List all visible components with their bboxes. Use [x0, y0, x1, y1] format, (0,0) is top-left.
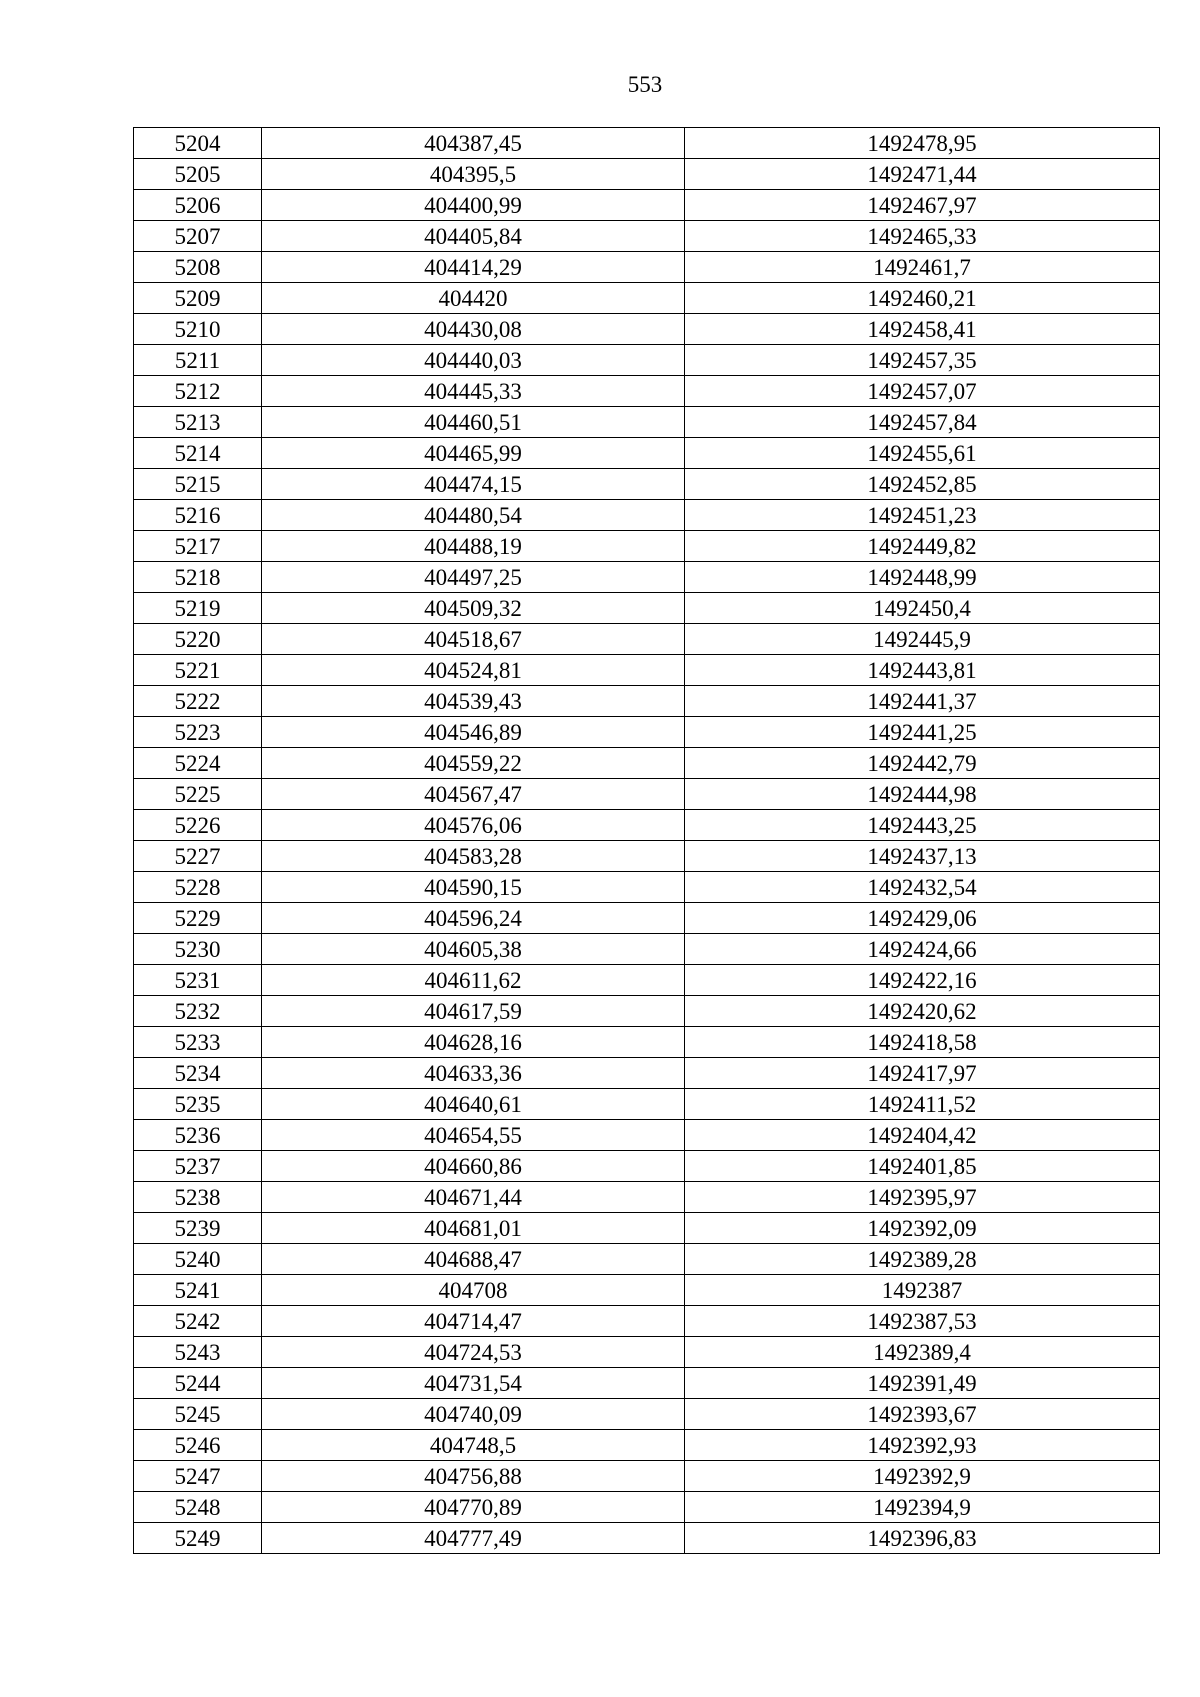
y-coordinate-cell: 1492457,07	[685, 376, 1160, 407]
table-row	[134, 872, 1160, 903]
y-coordinate-cell: 1492396,83	[685, 1523, 1160, 1554]
y-coordinate-cell: 1492393,67	[685, 1399, 1160, 1430]
table-row	[134, 748, 1160, 779]
y-coordinate-cell: 1492429,06	[685, 903, 1160, 934]
x-coordinate-cell: 404445,33	[262, 376, 685, 407]
point-number-cell: 5217	[134, 531, 262, 562]
table-row	[134, 1058, 1160, 1089]
y-coordinate-cell: 1492467,97	[685, 190, 1160, 221]
table-row	[134, 1337, 1160, 1368]
x-coordinate-cell: 404460,51	[262, 407, 685, 438]
y-coordinate-cell: 1492392,93	[685, 1430, 1160, 1461]
point-number-cell: 5209	[134, 283, 262, 314]
table-row	[134, 1368, 1160, 1399]
point-number-cell: 5211	[134, 345, 262, 376]
point-number-cell: 5206	[134, 190, 262, 221]
point-number-cell: 5240	[134, 1244, 262, 1275]
point-number-cell: 5223	[134, 717, 262, 748]
table-row	[134, 1151, 1160, 1182]
point-number-cell: 5229	[134, 903, 262, 934]
table-row	[134, 655, 1160, 686]
point-number-cell: 5216	[134, 500, 262, 531]
x-coordinate-cell: 404756,88	[262, 1461, 685, 1492]
y-coordinate-cell: 1492441,25	[685, 717, 1160, 748]
y-coordinate-cell: 1492418,58	[685, 1027, 1160, 1058]
y-coordinate-cell: 1492389,28	[685, 1244, 1160, 1275]
table-row	[134, 1120, 1160, 1151]
table-row	[134, 965, 1160, 996]
y-coordinate-cell: 1492458,41	[685, 314, 1160, 345]
x-coordinate-cell: 404524,81	[262, 655, 685, 686]
table-row	[134, 500, 1160, 531]
table-row	[134, 779, 1160, 810]
y-coordinate-cell: 1492443,25	[685, 810, 1160, 841]
x-coordinate-cell: 404420	[262, 283, 685, 314]
y-coordinate-cell: 1492449,82	[685, 531, 1160, 562]
x-coordinate-cell: 404617,59	[262, 996, 685, 1027]
x-coordinate-cell: 404596,24	[262, 903, 685, 934]
y-coordinate-cell: 1492391,49	[685, 1368, 1160, 1399]
table-row	[134, 376, 1160, 407]
table-row	[134, 190, 1160, 221]
x-coordinate-cell: 404708	[262, 1275, 685, 1306]
y-coordinate-cell: 1492455,61	[685, 438, 1160, 469]
point-number-cell: 5207	[134, 221, 262, 252]
point-number-cell: 5220	[134, 624, 262, 655]
y-coordinate-cell: 1492392,09	[685, 1213, 1160, 1244]
point-number-cell: 5234	[134, 1058, 262, 1089]
table-row	[134, 1089, 1160, 1120]
table-row	[134, 1492, 1160, 1523]
table-row	[134, 1523, 1160, 1554]
point-number-cell: 5218	[134, 562, 262, 593]
x-coordinate-cell: 404395,5	[262, 159, 685, 190]
x-coordinate-cell: 404465,99	[262, 438, 685, 469]
point-number-cell: 5219	[134, 593, 262, 624]
table-row	[134, 252, 1160, 283]
x-coordinate-cell: 404567,47	[262, 779, 685, 810]
y-coordinate-cell: 1492461,7	[685, 252, 1160, 283]
table-row	[134, 934, 1160, 965]
x-coordinate-cell: 404724,53	[262, 1337, 685, 1368]
x-coordinate-cell: 404640,61	[262, 1089, 685, 1120]
point-number-cell: 5230	[134, 934, 262, 965]
y-coordinate-cell: 1492401,85	[685, 1151, 1160, 1182]
table-row	[134, 128, 1160, 159]
table-row	[134, 1399, 1160, 1430]
y-coordinate-cell: 1492432,54	[685, 872, 1160, 903]
y-coordinate-cell: 1492420,62	[685, 996, 1160, 1027]
point-number-cell: 5239	[134, 1213, 262, 1244]
x-coordinate-cell: 404671,44	[262, 1182, 685, 1213]
point-number-cell: 5244	[134, 1368, 262, 1399]
coordinates-table-body	[134, 128, 1160, 1554]
table-row	[134, 1306, 1160, 1337]
y-coordinate-cell: 1492451,23	[685, 500, 1160, 531]
point-number-cell: 5242	[134, 1306, 262, 1337]
table-row	[134, 314, 1160, 345]
table-row	[134, 810, 1160, 841]
table-row	[134, 996, 1160, 1027]
y-coordinate-cell: 1492422,16	[685, 965, 1160, 996]
point-number-cell: 5208	[134, 252, 262, 283]
point-number-cell: 5247	[134, 1461, 262, 1492]
table-row	[134, 345, 1160, 376]
x-coordinate-cell: 404740,09	[262, 1399, 685, 1430]
table-row	[134, 1430, 1160, 1461]
point-number-cell: 5212	[134, 376, 262, 407]
table-row	[134, 1027, 1160, 1058]
point-number-cell: 5228	[134, 872, 262, 903]
point-number-cell: 5237	[134, 1151, 262, 1182]
table-row	[134, 1244, 1160, 1275]
point-number-cell: 5231	[134, 965, 262, 996]
x-coordinate-cell: 404605,38	[262, 934, 685, 965]
y-coordinate-cell: 1492450,4	[685, 593, 1160, 624]
x-coordinate-cell: 404714,47	[262, 1306, 685, 1337]
table-row	[134, 624, 1160, 655]
x-coordinate-cell: 404576,06	[262, 810, 685, 841]
y-coordinate-cell: 1492424,66	[685, 934, 1160, 965]
x-coordinate-cell: 404770,89	[262, 1492, 685, 1523]
y-coordinate-cell: 1492460,21	[685, 283, 1160, 314]
y-coordinate-cell: 1492395,97	[685, 1182, 1160, 1213]
y-coordinate-cell: 1492411,52	[685, 1089, 1160, 1120]
y-coordinate-cell: 1492389,4	[685, 1337, 1160, 1368]
x-coordinate-cell: 404518,67	[262, 624, 685, 655]
x-coordinate-cell: 404654,55	[262, 1120, 685, 1151]
point-number-cell: 5213	[134, 407, 262, 438]
point-number-cell: 5245	[134, 1399, 262, 1430]
table-row	[134, 593, 1160, 624]
y-coordinate-cell: 1492457,35	[685, 345, 1160, 376]
y-coordinate-cell: 1492404,42	[685, 1120, 1160, 1151]
y-coordinate-cell: 1492441,37	[685, 686, 1160, 717]
y-coordinate-cell: 1492457,84	[685, 407, 1160, 438]
x-coordinate-cell: 404590,15	[262, 872, 685, 903]
x-coordinate-cell: 404559,22	[262, 748, 685, 779]
table-row	[134, 903, 1160, 934]
point-number-cell: 5238	[134, 1182, 262, 1213]
table-row	[134, 1182, 1160, 1213]
x-coordinate-cell: 404546,89	[262, 717, 685, 748]
point-number-cell: 5236	[134, 1120, 262, 1151]
x-coordinate-cell: 404777,49	[262, 1523, 685, 1554]
page-number: 553	[627, 72, 663, 97]
x-coordinate-cell: 404628,16	[262, 1027, 685, 1058]
table-row	[134, 1213, 1160, 1244]
point-number-cell: 5226	[134, 810, 262, 841]
point-number-cell: 5241	[134, 1275, 262, 1306]
x-coordinate-cell: 404440,03	[262, 345, 685, 376]
x-coordinate-cell: 404583,28	[262, 841, 685, 872]
x-coordinate-cell: 404480,54	[262, 500, 685, 531]
point-number-cell: 5246	[134, 1430, 262, 1461]
table-row	[134, 438, 1160, 469]
table-row	[134, 531, 1160, 562]
x-coordinate-cell: 404474,15	[262, 469, 685, 500]
point-number-cell: 5232	[134, 996, 262, 1027]
point-number-cell: 5205	[134, 159, 262, 190]
table-row	[134, 1461, 1160, 1492]
x-coordinate-cell: 404387,45	[262, 128, 685, 159]
y-coordinate-cell: 1492452,85	[685, 469, 1160, 500]
y-coordinate-cell: 1492444,98	[685, 779, 1160, 810]
x-coordinate-cell: 404400,99	[262, 190, 685, 221]
table-row	[134, 407, 1160, 438]
y-coordinate-cell: 1492465,33	[685, 221, 1160, 252]
y-coordinate-cell: 1492478,95	[685, 128, 1160, 159]
table-row	[134, 221, 1160, 252]
coordinates-table	[133, 127, 1160, 1554]
x-coordinate-cell: 404488,19	[262, 531, 685, 562]
point-number-cell: 5235	[134, 1089, 262, 1120]
x-coordinate-cell: 404660,86	[262, 1151, 685, 1182]
x-coordinate-cell: 404539,43	[262, 686, 685, 717]
table-row	[134, 159, 1160, 190]
table-row	[134, 717, 1160, 748]
x-coordinate-cell: 404611,62	[262, 965, 685, 996]
table-row	[134, 1275, 1160, 1306]
y-coordinate-cell: 1492448,99	[685, 562, 1160, 593]
point-number-cell: 5215	[134, 469, 262, 500]
point-number-cell: 5222	[134, 686, 262, 717]
point-number-cell: 5249	[134, 1523, 262, 1554]
point-number-cell: 5225	[134, 779, 262, 810]
x-coordinate-cell: 404414,29	[262, 252, 685, 283]
point-number-cell: 5224	[134, 748, 262, 779]
x-coordinate-cell: 404731,54	[262, 1368, 685, 1399]
point-number-cell: 5227	[134, 841, 262, 872]
point-number-cell: 5221	[134, 655, 262, 686]
point-number-cell: 5204	[134, 128, 262, 159]
y-coordinate-cell: 1492437,13	[685, 841, 1160, 872]
table-row	[134, 686, 1160, 717]
y-coordinate-cell: 1492471,44	[685, 159, 1160, 190]
y-coordinate-cell: 1492394,9	[685, 1492, 1160, 1523]
point-number-cell: 5248	[134, 1492, 262, 1523]
x-coordinate-cell: 404497,25	[262, 562, 685, 593]
y-coordinate-cell: 1492387,53	[685, 1306, 1160, 1337]
point-number-cell: 5233	[134, 1027, 262, 1058]
x-coordinate-cell: 404509,32	[262, 593, 685, 624]
x-coordinate-cell: 404748,5	[262, 1430, 685, 1461]
x-coordinate-cell: 404633,36	[262, 1058, 685, 1089]
y-coordinate-cell: 1492443,81	[685, 655, 1160, 686]
y-coordinate-cell: 1492445,9	[685, 624, 1160, 655]
table-row	[134, 469, 1160, 500]
x-coordinate-cell: 404688,47	[262, 1244, 685, 1275]
table-row	[134, 283, 1160, 314]
table-row	[134, 841, 1160, 872]
y-coordinate-cell: 1492417,97	[685, 1058, 1160, 1089]
y-coordinate-cell: 1492387	[685, 1275, 1160, 1306]
x-coordinate-cell: 404405,84	[262, 221, 685, 252]
table-row	[134, 562, 1160, 593]
x-coordinate-cell: 404681,01	[262, 1213, 685, 1244]
y-coordinate-cell: 1492392,9	[685, 1461, 1160, 1492]
x-coordinate-cell: 404430,08	[262, 314, 685, 345]
point-number-cell: 5243	[134, 1337, 262, 1368]
point-number-cell: 5214	[134, 438, 262, 469]
point-number-cell: 5210	[134, 314, 262, 345]
y-coordinate-cell: 1492442,79	[685, 748, 1160, 779]
